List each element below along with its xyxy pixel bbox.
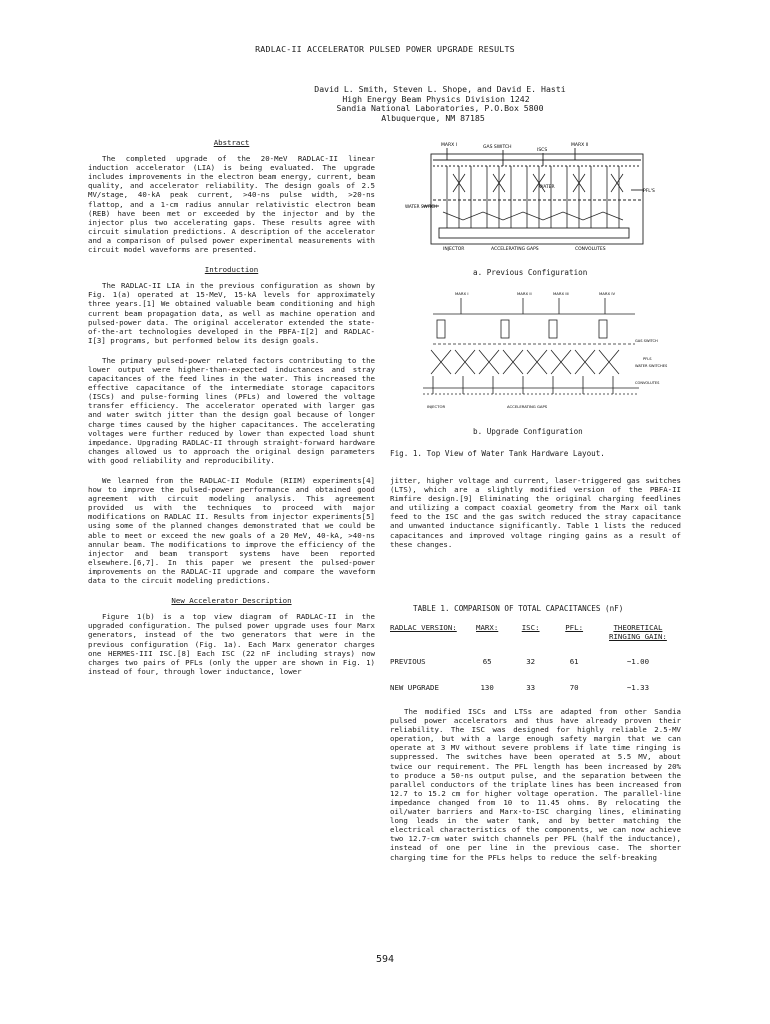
fig-a-label-iscs: ISCS	[537, 148, 548, 153]
table-row	[390, 657, 680, 666]
fig-a-label-gas-switch: GAS SWITCH	[483, 145, 512, 150]
author-block	[0, 85, 770, 123]
author-city: Albuquerque, NM 87185	[381, 112, 485, 123]
figure-1b-diagram	[403, 290, 673, 425]
page-number: 594	[375, 954, 395, 965]
right-column-bottom	[390, 707, 681, 862]
fig-b-label-marx2: MARX II	[517, 291, 532, 296]
table-cell: ~1.33	[626, 683, 650, 692]
table-cell: PREVIOUS	[390, 657, 426, 666]
paper-title: RADLAC-II ACCELERATOR PULSED POWER UPGRADE RESULTS	[255, 44, 515, 54]
left-column	[88, 138, 375, 676]
table-cell: 130	[480, 683, 494, 692]
fig-b-label-gas-switch: GAS SWITCH	[635, 339, 658, 343]
table-cell: 70	[569, 683, 579, 692]
fig-b-label-marx1: MARX I	[455, 291, 469, 296]
abstract-text: The completed upgrade of the 20-MeV RADLAC-II linear induction accelerator (LIA) is being evaluated. The upgrade includes improvements in the electron beam energy, current, beam quality, and accelerator reliability. The design goals of 2.5 MV/stage, 40-kA peak current, >40-ns pulse width, >20-ns flattop, and a 1-cm radius annular relativistic electron beam (REB) have been met or exceeded by the injector and by the injector plus two accelerating gaps. These results agree with circuit simulation predictions. A description of the accelerator and a comparison of pulsed power experimental measurements with circuit model waveforms are presented.	[88, 154, 375, 255]
author-institution: Sandia National Laboratories, P.O.Box 5800	[336, 103, 544, 114]
right-paragraph: The modified ISCs and LTSs are adapted from other Sandia pulsed power accelerators and thus have already proven their reliability. The ISC was designed for highly reliable 2.5-MV operation, but with a large enough safety margin that we can operate at 3 MV without severe problems if late time ringing is suppressed. The switches have been operated at 5.5 MV, about twice our requirement. The PFL length has been increased by 20% to produce a 50-ns output pulse, and the separation between the parallel conductors of the triplate lines has been increased from 12.7 to 15.2 cm for higher voltage operation. The parallel-line impedance changed from 10 to 11.45 ohms. By relocating the oil/water barriers and Marx-to-ISC charging lines, eliminating long leads in the water tank, and by better matching the electrical characteristics of the components, we can now achieve two 12.7-cm water switch channels per PFL (half the inductance), instead of one per line in the previous case. The shorter charging time for the PFLs helps to reduce the self-breaking	[390, 707, 681, 862]
table-row	[390, 683, 680, 692]
intro-paragraph: The RADLAC-II LIA in the previous configuration as shown by Fig. 1(a) operated at 15-MeV, 15-kA levels for approximately three years.[1] We obtained valuable beam conditioning and high current beam propagation data, as well as machine operation and pulsed-power data. The original accelerator extended the state-of-the-art technologies developed in the PBFA-I[2] and RADLAC-I[3] programs, but performed below its design goals.	[88, 281, 375, 345]
fig-a-label-water: WATER	[539, 185, 555, 190]
table-cell: 32	[526, 657, 536, 666]
table-header: MARX:	[476, 623, 499, 632]
table-header: THEORETICAL RINGING GAIN:	[609, 623, 667, 641]
fig-a-label-injector: INJECTOR	[443, 247, 465, 252]
author-names: David L. Smith, Steven L. Shope, and David E. Hasti	[314, 84, 566, 94]
fig-b-label-injector: INJECTOR	[427, 404, 446, 409]
table-cell: ~1.00	[626, 657, 650, 666]
introduction-heading: Introduction	[204, 265, 259, 275]
table-cell: 33	[526, 683, 536, 692]
capacitance-table	[390, 623, 680, 692]
table-header: RADLAC VERSION:	[390, 623, 457, 632]
table-cell: 61	[569, 657, 579, 666]
right-column-top	[390, 476, 681, 549]
fig-a-label-water-switch: WATER SWITCH	[405, 204, 438, 209]
author-division: High Energy Beam Physics Division 1242	[342, 93, 530, 104]
table-header: PFL:	[565, 623, 584, 632]
abstract-heading: Abstract	[213, 138, 250, 147]
fig-a-label-pfls: PFL'S	[643, 189, 655, 194]
table-header: ISC:	[521, 623, 540, 632]
intro-paragraph: The primary pulsed-power related factors contributing to the lower output were higher-than-expected inductances and stray capacitances of the feed lines in the water. This increased the effective capacitance of the intermediate storage capacitors (ISCs) and pulse-forming lines (PFLs) and lowered the voltage transfer efficiency. The accelerator operated with larger gas and water switch jitter than the design goal because of longer charge times caused by the higher capacitances. The accelerating voltages were further reduced by lower than expected load shunt impedance. Upgrading RADLAC-II through straight-forward hardware changes allowed us to approach the original design parameters with good reliability and reproducibility.	[88, 355, 375, 465]
fig-b-label-marx3: MARX III	[553, 291, 569, 296]
fig-b-label-gaps: ACCELERATING GAPS	[507, 404, 548, 409]
table-header-row	[390, 623, 680, 641]
new-description-heading: New Accelerator Description	[171, 596, 292, 606]
table-cell: NEW UPGRADE	[390, 683, 439, 692]
right-paragraph: jitter, higher voltage and current, laser-triggered gas switches (LTS), which are a slightly modified version of the PBFA-II Rimfire design.[9] Eliminating the original charging feedlines and utilizing a compact coaxial geometry from the Marx oil tank feed to the ISC and the gas switch reduced the stray capacitance and unwanted inductance significantly. Table 1 lists the reduced capacitances and improved voltage ringing gains as a result of these changes.	[390, 476, 681, 549]
fig-a-label-marx1: MARX I	[441, 143, 457, 148]
figure-1-caption: Fig. 1. Top View of Water Tank Hardware Layout.	[390, 449, 605, 458]
table-title: TABLE 1. COMPARISON OF TOTAL CAPACITANCES (nF)	[413, 604, 624, 613]
fig-b-label-marx4: MARX IV	[599, 291, 616, 296]
fig-b-label-water-switch: WATER SWITCHES	[635, 364, 668, 368]
fig-a-label-convolutes: CONVOLUTES	[575, 247, 606, 252]
fig-a-label-marx2: MARX II	[571, 143, 589, 148]
fig-b-label-convolutes: CONVOLUTES	[635, 381, 660, 385]
new-description-paragraph: Figure 1(b) is a top view diagram of RADLAC-II in the upgraded configuration. The pulsed power upgrade uses four Marx generators, instead of the two generators that were in the previous configuration (Fig. 1a). Each Marx generator charges one HERMES-III ISC.[8] Each ISC (22 nF including strays) now charges two pairs of PFLs (only the upper are shown in Fig. 1) instead of four, through lower inductance, lower	[88, 612, 375, 676]
fig-b-label-pfls: PFLS	[643, 357, 652, 361]
table-cell: 65	[482, 657, 492, 666]
figure-1a-caption: a. Previous Configuration	[473, 268, 588, 277]
figure-1b-caption: b. Upgrade Configuration	[473, 427, 583, 436]
figure-1a-diagram	[403, 140, 673, 255]
intro-paragraph: We learned from the RADLAC-II Module (RIIM) experiments[4] how to improve the pulsed-power performance and obtained good agreement with circuit modeling analysis. This agreement provided us with the techniques to proceed with major modifications on RADLAC II. Results from injector experiments[5] using some of the planned changes demonstrated that we could be able to meet or exceed the new goals of a 20 MeV, 40-kA, >40-ns annular beam. The modifications to improve the efficiency of the injector and beam transport systems have been reported elsewhere.[6,7]. In this paper we present the pulsed-power improvements on the RADLAC-II upgrade and compare the waveform data to the circuit modeling predictions.	[88, 476, 375, 586]
fig-a-label-gaps: ACCELERATING GAPS	[491, 247, 539, 252]
